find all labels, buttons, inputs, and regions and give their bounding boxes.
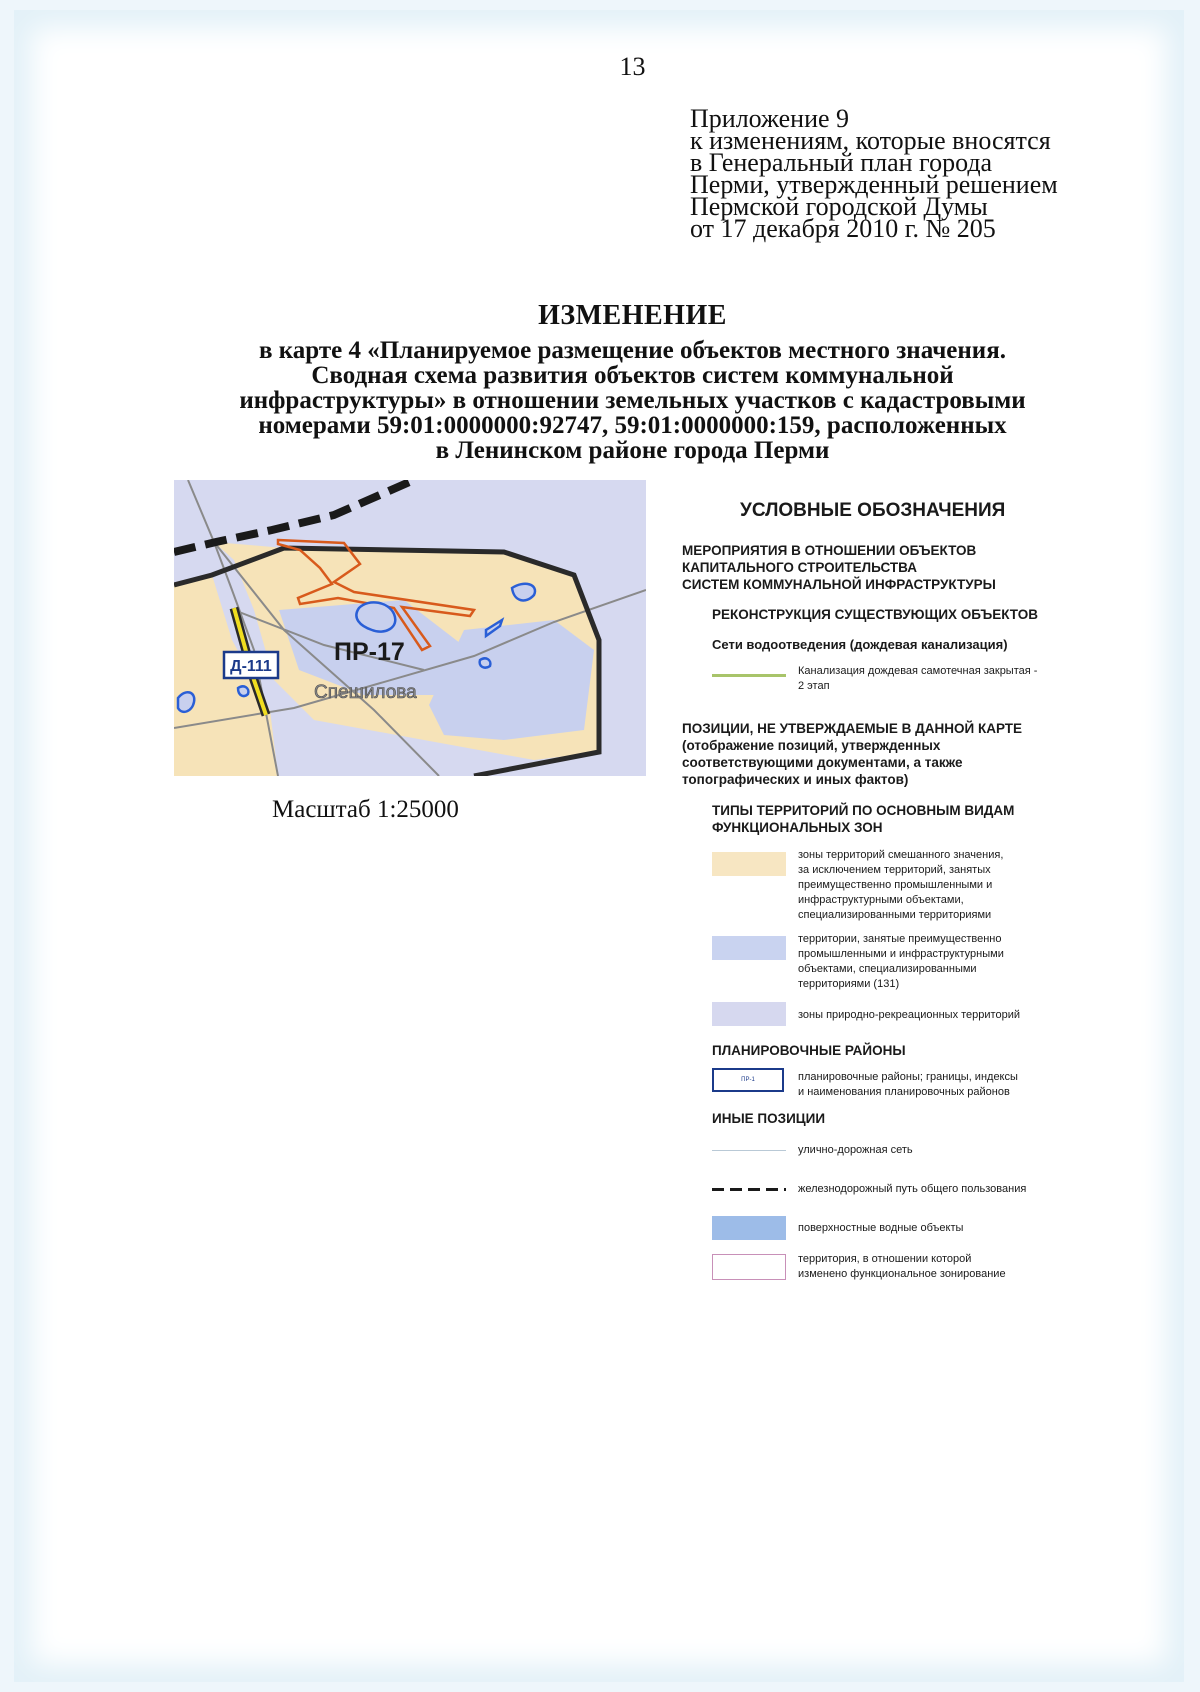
appendix-line: Перми, утвержденный решением xyxy=(690,170,1058,199)
map-drawing xyxy=(174,480,646,776)
legend-zones-heading xyxy=(712,802,1014,836)
mixed-zone-swatch xyxy=(712,852,786,876)
legend-text-line: изменено функциональное зонирование xyxy=(798,1268,1006,1280)
subtitle-line: в Ленинском районе города Перми xyxy=(435,437,830,464)
document-sheet xyxy=(14,10,1184,1682)
appendix-note xyxy=(690,104,1150,243)
heading-line: ПОЗИЦИИ, НЕ УТВЕРЖДАЕМЫЕ В ДАННОЙ КАРТЕ xyxy=(682,721,1023,736)
drain-line-swatch xyxy=(712,674,786,677)
appendix-line: Приложение 9 xyxy=(690,104,850,133)
industrial-zone-swatch xyxy=(712,936,786,960)
legend-non-approved-heading xyxy=(682,720,1022,788)
legend-text-line: промышленными и инфраструктурными xyxy=(798,948,1004,960)
legend-other-heading: ИНЫЕ ПОЗИЦИИ xyxy=(712,1111,826,1126)
lake xyxy=(512,584,535,601)
changed-territory-swatch xyxy=(712,1254,786,1280)
legend-text-line: территория, в отношении которой xyxy=(798,1253,972,1265)
district-code-label: ПР-17 xyxy=(334,638,405,666)
recreation-zone-swatch xyxy=(712,1002,786,1026)
legend-zone-industrial xyxy=(798,932,1004,992)
heading-line: КАПИТАЛЬНОГО СТРОИТЕЛЬСТВА xyxy=(682,560,917,575)
legend-zone-mixed xyxy=(798,848,1003,923)
legend-planning-heading: ПЛАНИРОВОЧНЫЕ РАЙОНЫ xyxy=(712,1043,906,1058)
district-name-label: Спешилова xyxy=(314,682,417,703)
lake xyxy=(238,686,248,696)
legend-reconstruction-heading: РЕКОНСТРУКЦИЯ СУЩЕСТВУЮЩИХ ОБЪЕКТОВ xyxy=(712,607,1038,622)
legend-text-line: и наименования планировочных районов xyxy=(798,1086,1010,1098)
heading-line: ФУНКЦИОНАЛЬНЫХ ЗОН xyxy=(712,820,883,835)
heading-line: соответствующими документами, а также xyxy=(682,755,963,770)
legend-drain-item xyxy=(798,664,1037,694)
legend-text-line: территориями (131) xyxy=(798,978,900,990)
appendix-line: в Генеральный план города xyxy=(690,148,993,177)
subtitle-line: Сводная схема развития объектов систем коммунальной xyxy=(311,362,954,389)
legend-water-objects: поверхностные водные объекты xyxy=(798,1222,964,1234)
legend-changed-territory xyxy=(798,1252,1006,1282)
legend-text-line: зоны территорий смешанного значения, xyxy=(798,849,1004,861)
planning-district-swatch: ПР-1 xyxy=(712,1068,784,1092)
legend-text-line: преимущественно промышленными и xyxy=(798,879,993,891)
subtitle-line: номерами 59:01:0000000:92747, 59:01:0000000:159, расположенных xyxy=(258,412,1007,439)
document-subtitle xyxy=(150,338,1115,463)
appendix-line: к изменениям, которые вносятся xyxy=(690,126,1051,155)
legend-drain-networks: Сети водоотведения (дождевая канализация) xyxy=(712,637,1008,652)
legend-text-line: планировочные районы; границы, индексы xyxy=(798,1071,1018,1083)
appendix-line: Пермской городской Думы xyxy=(690,192,988,221)
legend-measures-heading xyxy=(682,542,996,593)
page-number: 13 xyxy=(619,52,646,81)
heading-line: МЕРОПРИЯТИЯ В ОТНОШЕНИИ ОБЪЕКТОВ xyxy=(682,543,977,558)
road-code-label: Д-111 xyxy=(230,658,272,675)
heading-line: топографических и иных фактов) xyxy=(682,772,909,787)
subtitle-line: в карте 4 «Планируемое размещение объектов местного значения. xyxy=(259,337,1006,364)
heading-line: (отображение позиций, утвержденных xyxy=(682,738,941,753)
legend-title: УСЛОВНЫЕ ОБОЗНАЧЕНИЯ xyxy=(740,500,1006,521)
subtitle-line: инфраструктуры» в отношении земельных участков с кадастровыми xyxy=(239,387,1026,414)
heading-line: СИСТЕМ КОММУНАЛЬНОЙ ИНФРАСТРУКТУРЫ xyxy=(682,577,996,592)
legend-text-line: объектами, специализированными xyxy=(798,963,977,975)
lake xyxy=(178,692,194,712)
legend-text-line: инфраструктурными объектами, xyxy=(798,894,964,906)
legend-text-line: 2 этап xyxy=(798,680,830,692)
railway-swatch xyxy=(712,1188,786,1191)
map-scale: Масштаб 1:25000 xyxy=(272,796,459,823)
legend-text-line: территории, занятые преимущественно xyxy=(798,933,1002,945)
legend-text-line: Канализация дождевая самотечная закрытая - xyxy=(798,665,1038,677)
lake xyxy=(480,658,491,667)
legend-street-network: улично-дорожная сеть xyxy=(798,1144,913,1156)
legend-zone-recreation: зоны природно-рекреационных территорий xyxy=(798,1009,1020,1021)
legend-planning-item xyxy=(798,1070,1018,1100)
appendix-line: от 17 декабря 2010 г. № 205 xyxy=(690,214,996,243)
street-network-swatch xyxy=(712,1150,786,1151)
heading-line: ТИПЫ ТЕРРИТОРИЙ ПО ОСНОВНЫМ ВИДАМ xyxy=(712,803,1015,818)
document-title: ИЗМЕНЕНИЕ xyxy=(538,300,727,331)
legend-text-line: за исключением территорий, занятых xyxy=(798,864,991,876)
legend-text-line: специализированными территориями xyxy=(798,909,992,921)
map-fragment xyxy=(174,480,646,776)
legend-railway: железнодорожный путь общего пользования xyxy=(798,1183,1027,1195)
water-swatch xyxy=(712,1216,786,1240)
